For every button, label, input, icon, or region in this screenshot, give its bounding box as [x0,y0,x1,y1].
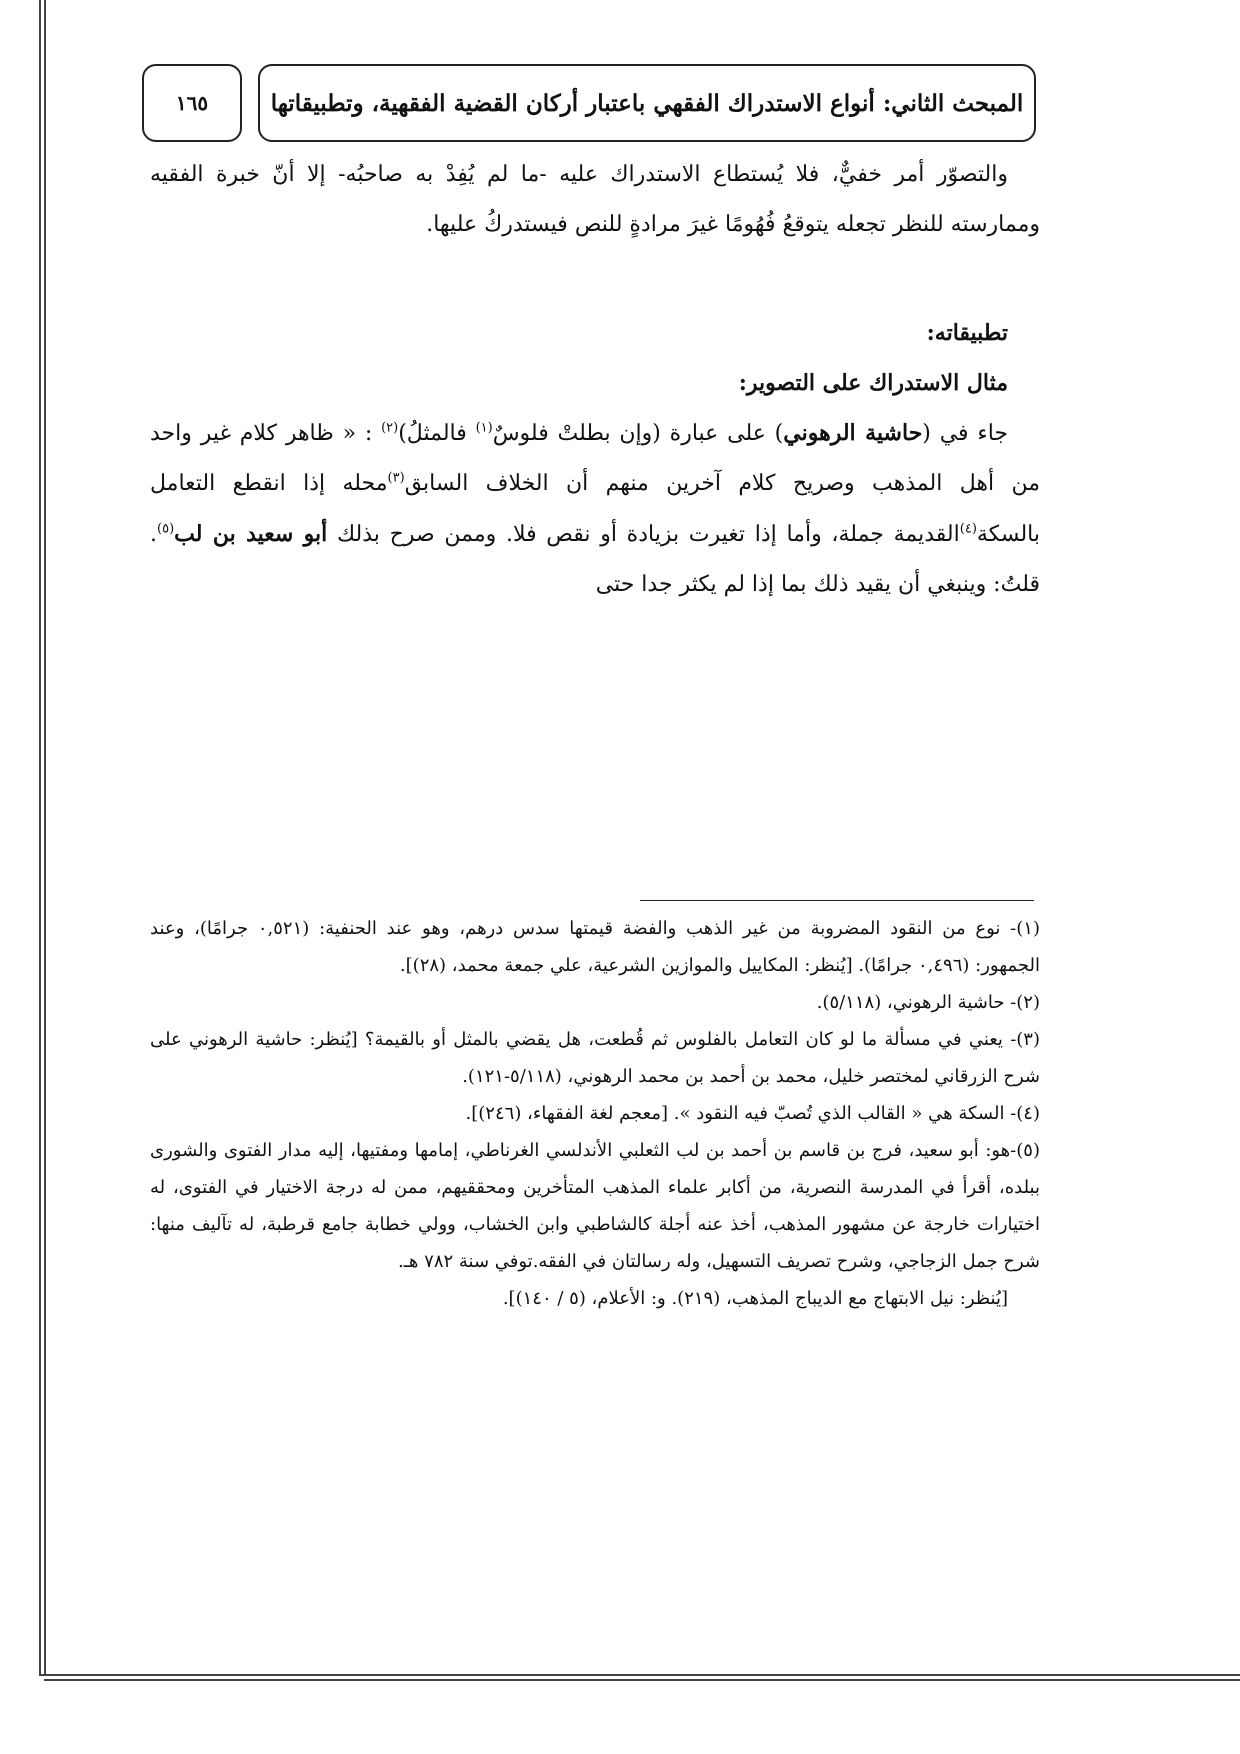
chapter-title-box [258,64,1036,142]
footnote-4: (٤)- السكة هي « القالب الذي تُصبّ فيه النقود ». [معجم لغة الفقهاء، (٢٤٦)]. [465,1103,1040,1124]
footnote-5-references: [يُنظر: نيل الابتهاج مع الديباج المذهب، (٢١٩). و: الأعلام، (٥ / ١٤٠)]. [502,1288,1008,1309]
quote-text: محله إذا انقطع التعامل بالسكة [150,471,1040,547]
page-frame-left [39,0,41,1676]
page-number-box [142,64,242,142]
footnote-2: (٢)- حاشية الرهوني، (٥/١١٨). [816,992,1040,1013]
source-title: حاشية الرهوني [783,420,923,446]
footnote-ref-4[interactable]: (٤) [959,521,977,537]
quote-paragraph [150,408,1040,610]
quote-text: القديمة جملة، وأما إذا تغيرت بزيادة أو نقص فلا. وممن صرح بذلك [327,522,960,547]
quote-text: جاء في ( [922,421,1009,446]
quote-text: . قلتُ: وينبغي أن يقيد ذلك بما إذا لم يكثر جدا حتى [150,522,1040,597]
page-frame-bottom-inner [44,1679,1240,1681]
quote-text: : « ظاهر كلام غير واحد من أهل المذهب وصريح كلام آخرين منهم أن الخلاف السابق [150,421,1040,496]
quote-text: فالمثلُ) [398,421,476,446]
scholar-name: أبو سعيد بن لب [174,521,328,547]
footnote-3: (٣)- يعني في مسألة ما لو كان التعامل بالفلوس ثم قُطعت، هل يقضي بالمثل أو بالقيمة؟ [يُنظر: حاشية الرهوني على شرح الزرقاني لمختصر خليل، محمد بن أحمد بن محمد الرهوني، (٥/١١٨-١٢١). [150,1029,1040,1087]
footnote-ref-5[interactable]: (٥) [157,521,175,537]
quote-text: ) على عبارة (وإن بطلتْ فلوسٌ [492,421,784,446]
footnote-ref-1[interactable]: (١) [475,420,493,436]
footnote-ref-3[interactable]: (٣) [387,470,405,486]
intro-paragraph: والتصوّر أمر خفيٌّ، فلا يُستطاع الاستدراك عليه -ما لم يُفِدْ به صاحبُه- إلا أنّ خبرة الفقيه وممارسته للنظر تجعله يتوقعُ فُهُومًا غيرَ مرادةٍ للنص فيستدركُ عليها. [150,162,1040,237]
page-number: ١٦٥ [175,91,209,115]
page-frame-left-inner [44,0,46,1676]
paragraph-gap [150,250,1040,308]
footnote-5: (٥)-هو: أبو سعيد، فرج بن قاسم بن أحمد بن لب الثعلبي الأندلسي الغرناطي، إمامها ومفتيها، إليه مدار الفتوى والشورى ببلده، أقرأ في المدرسة النصرية، من أكابر علماء المذهب المتأخرين ومحققيهم، ممن له درجة الاختيار في الفتوى، له اختيارات خارجة عن مشهور المذهب، أخذ عنه أجلة كالشاطبي وابن الخشاب، وولي خطابة جامع قرطبة، له تآليف منها: شرح جمل الزجاجي، وشرح تصريف التسهيل، وله رسالتان في الفقه.توفي سنة ٧٨٢ هـ. [150,1140,1040,1272]
footnote-separator [640,900,1034,901]
example-heading: مثال الاستدراك على التصوير: [738,370,1008,396]
applications-heading: تطبيقاته: [926,320,1008,346]
main-text [150,150,1040,610]
footnote-1: (١)- نوع من النقود المضروبة من غير الذهب والفضة قيمتها سدس درهم، وهو عند الحنفية: (٠,٥٢١ جرامًا)، وعند الجمهور: (٠,٤٩٦ جرامًا). [يُنظر: المكاييل والموازين الشرعية، علي جمعة محمد، (٢٨)]. [150,918,1040,976]
footnote-ref-2[interactable]: (٢) [381,420,399,436]
chapter-title: المبحث الثاني: أنواع الاستدراك الفقهي باعتبار أركان القضية الفقهية، وتطبيقاتها [270,89,1024,117]
footnotes [150,910,1040,1317]
page-frame-bottom [39,1674,1240,1676]
